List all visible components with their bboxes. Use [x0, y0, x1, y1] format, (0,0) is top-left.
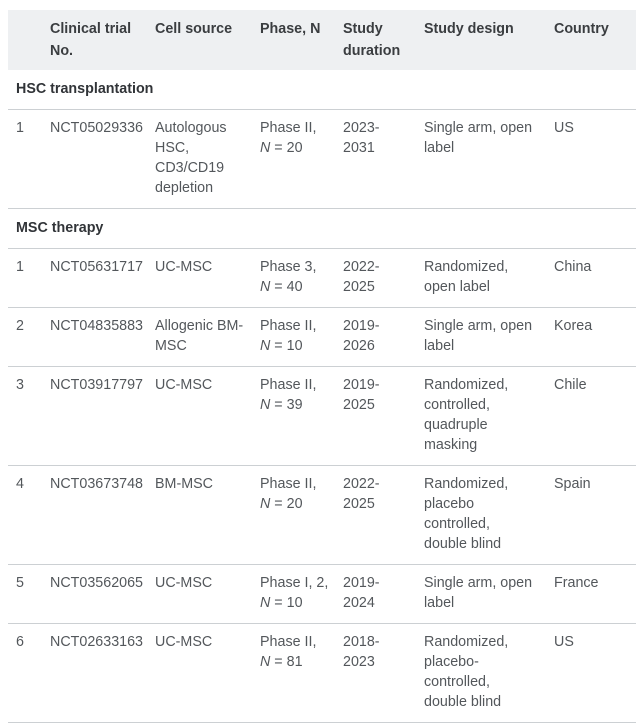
duration-cell: 2022- 2025	[343, 466, 424, 565]
col-header-study-design: Study design	[424, 10, 554, 70]
trial-id-cell: NCT05631717	[50, 249, 155, 308]
trial-id-cell: NCT04835883	[50, 308, 155, 367]
row-number-cell: 2	[8, 308, 50, 367]
col-header-cell-source: Cell source	[155, 10, 260, 70]
phase-cell: Phase II, N = 20	[260, 466, 343, 565]
trial-id-cell: NCT02633163	[50, 624, 155, 723]
duration-cell: 2019- 2026	[343, 308, 424, 367]
design-cell: Randomized, placebo controlled, double blind	[424, 466, 554, 565]
cell-source-cell: BM-MSC	[155, 466, 260, 565]
trial-id-cell: NCT05029336	[50, 110, 155, 209]
phase-cell: Phase II, N = 10	[260, 308, 343, 367]
phase-cell: Phase II, N = 39	[260, 367, 343, 466]
phase-cell: Phase 3, N = 40	[260, 249, 343, 308]
header-row	[8, 10, 636, 70]
row-number-cell: 1	[8, 110, 50, 209]
country-cell: US	[554, 110, 636, 209]
row-number-cell: 3	[8, 367, 50, 466]
col-header-clinical-trial-no: Clinical trial No.	[50, 10, 155, 70]
n-symbol: N	[260, 397, 271, 413]
country-cell: Spain	[554, 466, 636, 565]
cell-source-cell: UC-MSC	[155, 249, 260, 308]
table-row	[8, 367, 636, 466]
row-number-cell: 1	[8, 249, 50, 308]
design-cell: Single arm, open label	[424, 110, 554, 209]
duration-cell: 2019- 2025	[343, 367, 424, 466]
table-row	[8, 110, 636, 209]
trial-id-cell: NCT03673748	[50, 466, 155, 565]
section-row-msc	[8, 209, 636, 249]
section-title: HSC transplantation	[8, 70, 636, 110]
row-number-cell: 4	[8, 466, 50, 565]
trial-id-cell: NCT03917797	[50, 367, 155, 466]
col-header-index	[8, 10, 50, 70]
n-symbol: N	[260, 140, 271, 156]
phase-cell: Phase II, N = 20	[260, 110, 343, 209]
country-cell: US	[554, 624, 636, 723]
row-number-cell: 6	[8, 624, 50, 723]
clinical-trials-table	[8, 10, 636, 723]
design-cell: Single arm, open label	[424, 308, 554, 367]
row-number-cell: 5	[8, 565, 50, 624]
country-cell: Chile	[554, 367, 636, 466]
n-symbol: N	[260, 279, 271, 295]
col-header-country: Country	[554, 10, 636, 70]
n-symbol: N	[260, 654, 271, 670]
table-row	[8, 308, 636, 367]
table-row	[8, 466, 636, 565]
cell-source-cell: Autologous HSC, CD3/CD19 depletion	[155, 110, 260, 209]
duration-cell: 2019- 2024	[343, 565, 424, 624]
section-title: MSC therapy	[8, 209, 636, 249]
table-row	[8, 565, 636, 624]
duration-cell: 2018- 2023	[343, 624, 424, 723]
n-symbol: N	[260, 595, 271, 611]
cell-source-cell: UC-MSC	[155, 624, 260, 723]
table-row	[8, 624, 636, 723]
cell-source-cell: UC-MSC	[155, 367, 260, 466]
section-row-hsc	[8, 70, 636, 110]
n-symbol: N	[260, 338, 271, 354]
country-cell: China	[554, 249, 636, 308]
col-header-study-duration: Study duration	[343, 10, 424, 70]
duration-cell: 2022- 2025	[343, 249, 424, 308]
design-cell: Randomized, placebo-controlled, double blind	[424, 624, 554, 723]
design-cell: Single arm, open label	[424, 565, 554, 624]
duration-cell: 2023- 2031	[343, 110, 424, 209]
design-cell: Randomized, open label	[424, 249, 554, 308]
phase-cell: Phase II, N = 81	[260, 624, 343, 723]
table-row	[8, 249, 636, 308]
n-symbol: N	[260, 496, 271, 512]
col-header-phase-n: Phase, N	[260, 10, 343, 70]
country-cell: Korea	[554, 308, 636, 367]
phase-cell: Phase I, 2, N = 10	[260, 565, 343, 624]
country-cell: France	[554, 565, 636, 624]
design-cell: Randomized, controlled, quadruple masking	[424, 367, 554, 466]
cell-source-cell: Allogenic BM-MSC	[155, 308, 260, 367]
cell-source-cell: UC-MSC	[155, 565, 260, 624]
trial-id-cell: NCT03562065	[50, 565, 155, 624]
